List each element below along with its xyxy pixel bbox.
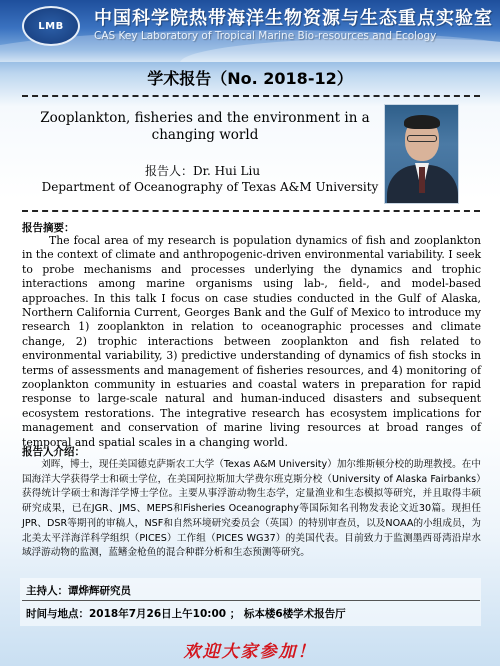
talk-title: Zooplankton, fisheries and the environment in a changing world <box>40 110 370 143</box>
report-title: 学术报告（No. 2018-12） <box>147 69 353 88</box>
abstract-label: 报告摘要： <box>22 222 75 234</box>
lab-name-en: CAS Key Laboratory of Tropical Marine Bio-resources and Ecology <box>94 30 437 42</box>
dashed-divider <box>22 210 480 212</box>
bio-text: 刘晖，博士，现任美国德克萨斯农工大学（Texas A&M University）加尔维斯顿分校的助理教授。在中国海洋大学获得学士和硕士学位，在美国阿拉斯加大学费尔班克斯分校（University of Alaska Fairbanks）获得统计学硕士和海洋学博士学位。主要从事浮游动物生态学，定量渔业和生态模拟等研究，并且取得丰硕研究成果，已在JGR、JMS、MEPS和Fisheries Oceanography等国际知名刊物发表论文近30篇。现担任JPR、DSR等期刊的审稿人，NSF和自然环境研究委员会（英国）的特别审查员，以及NOAA的小组成员，为北美太平洋海洋科学组织（PICES）工作组（PICES WG37）的美国代表。目前致力于监测墨西哥湾沿岸水域浮游动物的监测，蓝鳍金枪鱼的混合种群分析和生态预测等研究。 <box>22 459 481 559</box>
lab-name-cn: 中国科学院热带海洋生物资源与生态重点实验室 <box>94 8 493 29</box>
lab-logo: LMB <box>22 6 80 46</box>
speaker-department: Department of Oceanography of Texas A&M University <box>41 180 379 194</box>
bio-label: 报告人介绍： <box>22 446 85 458</box>
dashed-divider <box>22 95 480 97</box>
host-name: 主持人：谭烨辉研究员 <box>26 585 131 597</box>
header-banner <box>0 0 500 62</box>
welcome-text: 欢迎大家参加！ <box>183 642 317 662</box>
time-location: 时间与地点：2018年7月26日上午10:00 ； 标本楼6楼学术报告厅 <box>26 608 346 620</box>
abstract-text: The focal area of my research is population dynamics of fish and zooplankton in the context of climate and anthropogenic-driven environmental variability. I seek to probe mechanisms and processes underlying the dynamics and trophic interactions among marine organisms using lab-, field-, and model-based approaches. In this talk I focus on case studies conducted in the Gulf of Alaska, Northern California Current, Georges Bank and the Gulf of Mexico to introduce my research 1) zooplankton in relation to oceanographic processes and climate change, 2) trophic interactions between zooplankton and fish related to environmental variability, 3) predictive understanding of dynamics of fish stocks in terms of assessments and management of fisheries resources, and 4) monitoring of zooplankton community in estuaries and coastal waters in preparation for rapid response to large-scale natural and human-induced disasters and subsequent ecosystem restorations. The integrative research has ecosystem implications for management and conservation of marine living resources at broad ranges of temporal and spatial scales in a changing world. <box>22 234 481 449</box>
speaker-name: 报告人：Dr. Hui Liu <box>145 164 261 178</box>
speaker-photo <box>384 104 459 204</box>
host-divider <box>22 600 480 601</box>
